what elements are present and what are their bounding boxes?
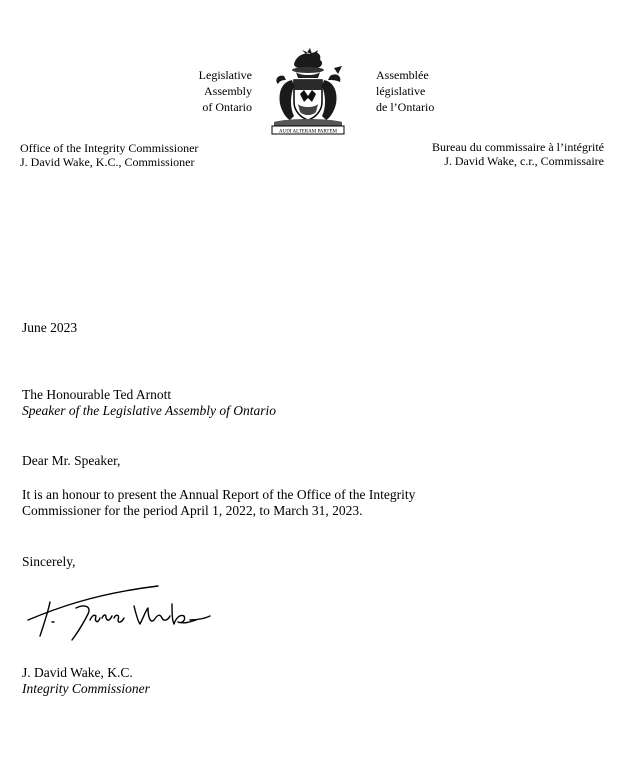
office-block-english	[20, 141, 198, 169]
handwritten-signature	[22, 580, 212, 642]
paragraph-line: It is an honour to present the Annual Report of the Office of the Integrity	[22, 487, 416, 502]
coat-of-arms-icon	[264, 46, 352, 136]
assembly-name-french-line: législative	[376, 84, 426, 98]
addressee-name: The Honourable Ted Arnott	[22, 387, 172, 402]
letter-date: June 2023	[22, 320, 78, 335]
assembly-name-french	[376, 67, 496, 115]
commissioner-french: J. David Wake, c.r., Commissaire	[444, 154, 604, 168]
crest-motto: AUDI ALTERAM PARTEM	[279, 129, 337, 135]
assembly-name-french-line: Assemblée	[376, 68, 429, 82]
addressee-title: Speaker of the Legislative Assembly of Ontario	[22, 403, 276, 418]
office-name-english: Office of the Integrity Commissioner	[20, 141, 199, 155]
office-block-french	[432, 140, 604, 168]
office-name-french: Bureau du commissaire à l’intégrité	[432, 140, 604, 154]
assembly-name-english	[150, 67, 252, 115]
assembly-name-english-line: Assembly	[204, 84, 252, 98]
commissioner-english: J. David Wake, K.C., Commissioner	[20, 155, 195, 169]
letter-paragraph	[22, 487, 415, 519]
assembly-name-english-line: Legislative	[198, 68, 252, 82]
signer-name: J. David Wake, K.C.	[22, 665, 133, 680]
salutation: Dear Mr. Speaker,	[22, 453, 121, 468]
closing: Sincerely,	[22, 554, 76, 569]
assembly-name-english-line: of Ontario	[202, 100, 252, 114]
paragraph-line: Commissioner for the period April 1, 2022, to March 31, 2023.	[22, 503, 363, 518]
addressee-block	[22, 387, 276, 419]
signer-title: Integrity Commissioner	[22, 681, 150, 696]
assembly-name-french-line: de l’Ontario	[376, 100, 435, 114]
signer-block	[22, 665, 150, 697]
